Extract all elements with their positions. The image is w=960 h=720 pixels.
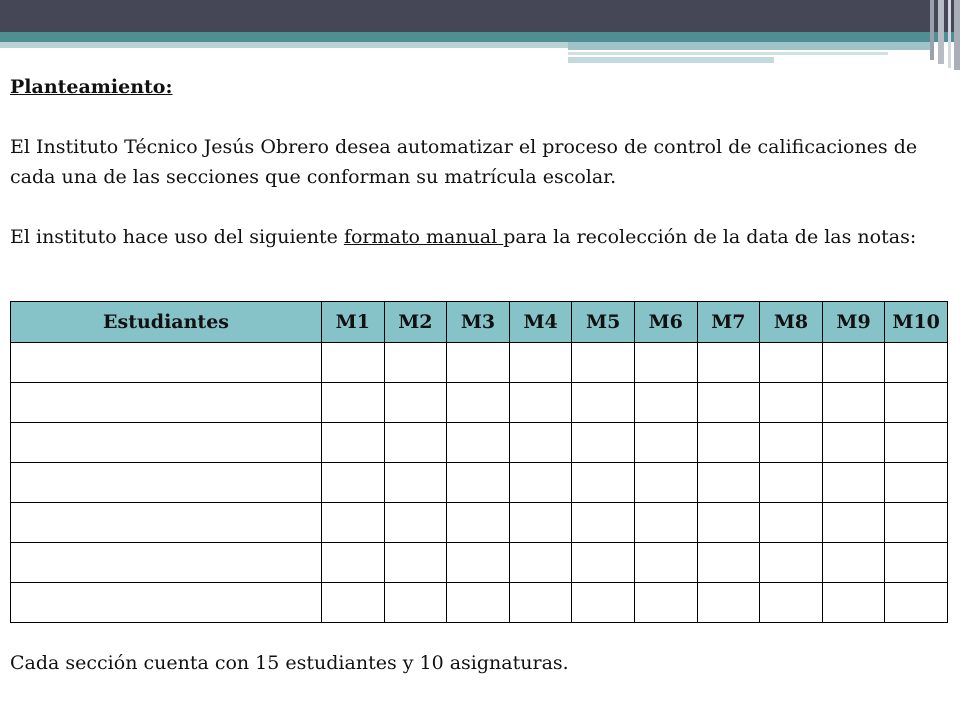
grade-cell bbox=[822, 463, 885, 503]
section-heading: Planteamiento: bbox=[10, 76, 173, 98]
column-header-m1: M1 bbox=[322, 302, 385, 343]
grade-cell bbox=[447, 383, 510, 423]
spacer bbox=[10, 192, 950, 222]
grade-cell bbox=[697, 343, 760, 383]
column-header-m3: M3 bbox=[447, 302, 510, 343]
student-cell bbox=[11, 383, 322, 423]
grade-cell bbox=[634, 423, 697, 463]
grade-cell bbox=[822, 343, 885, 383]
grade-cell bbox=[885, 383, 948, 423]
grade-cell bbox=[509, 543, 572, 583]
grade-cell bbox=[822, 543, 885, 583]
grade-cell bbox=[384, 543, 447, 583]
spacer bbox=[10, 102, 950, 132]
grade-cell bbox=[760, 383, 823, 423]
column-header-m2: M2 bbox=[384, 302, 447, 343]
table-row bbox=[11, 583, 948, 623]
grade-cell bbox=[634, 503, 697, 543]
grade-cell bbox=[885, 583, 948, 623]
grade-cell bbox=[322, 383, 385, 423]
grade-cell bbox=[509, 503, 572, 543]
grade-cell bbox=[447, 543, 510, 583]
grade-cell bbox=[572, 463, 635, 503]
grade-cell bbox=[447, 463, 510, 503]
column-header-estudiantes: Estudiantes bbox=[11, 302, 322, 343]
grade-cell bbox=[760, 503, 823, 543]
grade-cell bbox=[572, 423, 635, 463]
right-edge-stripe bbox=[954, 0, 960, 70]
grade-cell bbox=[447, 423, 510, 463]
grade-cell bbox=[384, 383, 447, 423]
grade-cell bbox=[697, 543, 760, 583]
right-edge-stripe bbox=[930, 0, 934, 60]
grade-cell bbox=[572, 503, 635, 543]
grade-cell bbox=[509, 383, 572, 423]
student-cell bbox=[11, 463, 322, 503]
grade-cell bbox=[509, 423, 572, 463]
grade-cell bbox=[634, 583, 697, 623]
grade-cell bbox=[697, 423, 760, 463]
grade-cell bbox=[634, 383, 697, 423]
grade-cell bbox=[384, 583, 447, 623]
grade-cell bbox=[447, 583, 510, 623]
grade-cell bbox=[822, 583, 885, 623]
grade-cell bbox=[885, 463, 948, 503]
grade-cell bbox=[822, 503, 885, 543]
grade-cell bbox=[572, 583, 635, 623]
paragraph-intro: El Instituto Técnico Jesús Obrero desea automatizar el proceso de control de calificaciones de cada una de las secciones que conforman su matrícula escolar. bbox=[10, 136, 918, 188]
column-header-m6: M6 bbox=[634, 302, 697, 343]
grade-cell bbox=[697, 463, 760, 503]
grade-cell bbox=[760, 423, 823, 463]
column-header-m5: M5 bbox=[572, 302, 635, 343]
grade-cell bbox=[885, 343, 948, 383]
grade-cell bbox=[322, 543, 385, 583]
student-cell bbox=[11, 583, 322, 623]
student-cell bbox=[11, 423, 322, 463]
table-row bbox=[11, 543, 948, 583]
grade-cell bbox=[760, 543, 823, 583]
grade-cell bbox=[885, 423, 948, 463]
grade-cell bbox=[760, 463, 823, 503]
footer-note: Cada sección cuenta con 15 estudiantes y 10 asignaturas. bbox=[10, 652, 569, 674]
grade-cell bbox=[822, 383, 885, 423]
table-row bbox=[11, 423, 948, 463]
grade-cell bbox=[322, 583, 385, 623]
table-header-row bbox=[11, 302, 948, 343]
grade-cell bbox=[885, 503, 948, 543]
grades-table bbox=[10, 301, 948, 623]
column-header-m8: M8 bbox=[760, 302, 823, 343]
statement-section bbox=[10, 72, 950, 252]
grade-cell bbox=[572, 383, 635, 423]
grade-cell bbox=[697, 383, 760, 423]
paragraph-format-end: para la recolección de la data de las notas: bbox=[503, 226, 917, 248]
grade-cell bbox=[322, 423, 385, 463]
underlined-phrase: formato manual bbox=[343, 226, 504, 248]
grade-cell bbox=[322, 463, 385, 503]
grade-cell bbox=[384, 423, 447, 463]
table-row bbox=[11, 503, 948, 543]
grade-cell bbox=[322, 503, 385, 543]
table-row bbox=[11, 343, 948, 383]
grade-cell bbox=[509, 583, 572, 623]
table-body bbox=[11, 343, 948, 623]
top-band-dark bbox=[0, 0, 960, 32]
grade-cell bbox=[634, 463, 697, 503]
grade-cell bbox=[509, 463, 572, 503]
grade-cell bbox=[384, 343, 447, 383]
top-band-light bbox=[568, 52, 888, 55]
top-band-light bbox=[568, 57, 774, 63]
student-cell bbox=[11, 543, 322, 583]
grade-cell bbox=[760, 343, 823, 383]
column-header-m4: M4 bbox=[509, 302, 572, 343]
grade-cell bbox=[572, 343, 635, 383]
paragraph-format-start: El instituto hace uso del siguiente bbox=[10, 226, 344, 248]
table-row bbox=[11, 463, 948, 503]
grade-cell bbox=[634, 343, 697, 383]
top-band-light bbox=[0, 42, 568, 48]
right-edge-stripe bbox=[948, 0, 951, 68]
student-cell bbox=[11, 343, 322, 383]
grade-cell bbox=[885, 543, 948, 583]
grade-cell bbox=[634, 543, 697, 583]
grade-cell bbox=[697, 503, 760, 543]
grade-cell bbox=[447, 503, 510, 543]
student-cell bbox=[11, 503, 322, 543]
column-header-m9: M9 bbox=[822, 302, 885, 343]
grade-cell bbox=[384, 503, 447, 543]
paragraph-format bbox=[10, 222, 950, 252]
top-band-light bbox=[568, 42, 930, 50]
grade-cell bbox=[509, 343, 572, 383]
column-header-m10: M10 bbox=[885, 302, 948, 343]
table-row bbox=[11, 383, 948, 423]
grade-cell bbox=[447, 343, 510, 383]
column-header-m7: M7 bbox=[697, 302, 760, 343]
grade-cell bbox=[322, 343, 385, 383]
grade-cell bbox=[384, 463, 447, 503]
top-band-teal bbox=[0, 32, 960, 42]
grade-cell bbox=[822, 423, 885, 463]
grade-cell bbox=[572, 543, 635, 583]
right-edge-stripe bbox=[938, 0, 944, 64]
grade-cell bbox=[760, 583, 823, 623]
grade-cell bbox=[697, 583, 760, 623]
